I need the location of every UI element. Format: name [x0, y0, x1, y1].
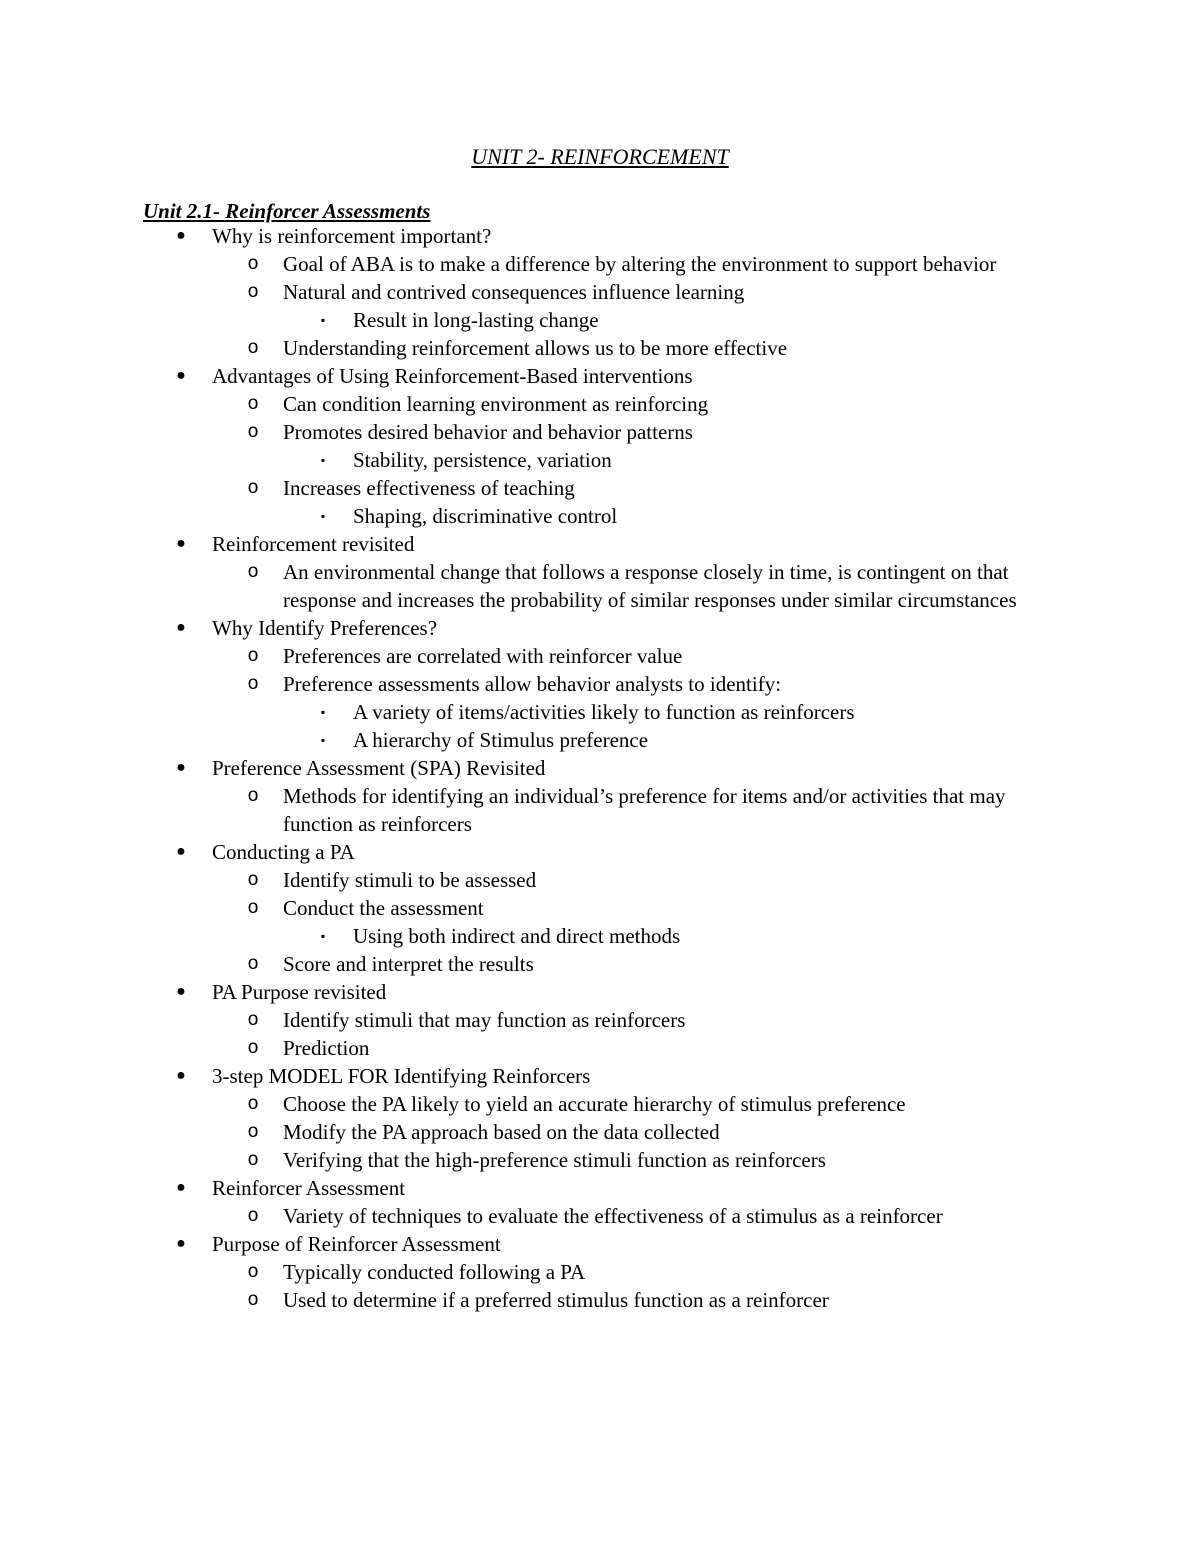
- filled-circle-bullet-icon: ●: [176, 535, 186, 552]
- bullet-text: Goal of ABA is to make a difference by altering the environment to support behavior: [283, 252, 997, 276]
- section-heading: Unit 2.1- Reinforcer Assessments: [143, 199, 431, 223]
- bullet-text: Reinforcer Assessment: [212, 1176, 406, 1200]
- bullet-text: A hierarchy of Stimulus preference: [353, 728, 649, 752]
- hollow-circle-bullet-icon: o: [247, 477, 259, 498]
- hollow-circle-bullet-icon: o: [247, 645, 259, 666]
- sub-bullet-item: [0, 1286, 1200, 1314]
- filled-circle-bullet-icon: ●: [176, 759, 186, 776]
- bullet-text: Methods for identifying an individual’s preference for items and/or activities that may function as reinforcers: [283, 784, 1006, 836]
- sub-bullet-item: [0, 894, 1200, 922]
- hollow-circle-bullet-icon: o: [247, 1121, 259, 1142]
- hollow-circle-bullet-icon: o: [247, 1149, 259, 1170]
- bullet-text: Can condition learning environment as reinforcing: [283, 392, 709, 416]
- hollow-circle-bullet-icon: o: [247, 953, 259, 974]
- bullet-item: [0, 1062, 1200, 1090]
- sub-bullet-item: [0, 642, 1200, 670]
- square-bullet-icon: ▪: [320, 733, 326, 747]
- bullet-text: Preference Assessment (SPA) Revisited: [212, 756, 546, 780]
- hollow-circle-bullet-icon: o: [247, 1261, 259, 1282]
- hollow-circle-bullet-icon: o: [247, 1009, 259, 1030]
- bullet-text: Using both indirect and direct methods: [353, 924, 681, 948]
- bullet-text: Why is reinforcement important?: [212, 224, 492, 248]
- filled-circle-bullet-icon: ●: [176, 1235, 186, 1252]
- hollow-circle-bullet-icon: o: [247, 1093, 259, 1114]
- hollow-circle-bullet-icon: o: [247, 673, 259, 694]
- bullet-item: [0, 1230, 1200, 1258]
- hollow-circle-bullet-icon: o: [247, 281, 259, 302]
- bullet-text: PA Purpose revisited: [212, 980, 387, 1004]
- sub-bullet-item: [0, 670, 1200, 698]
- bullet-text: A variety of items/activities likely to function as reinforcers: [353, 700, 855, 724]
- bullet-text: Typically conducted following a PA: [283, 1260, 586, 1284]
- bullet-text: Variety of techniques to evaluate the effectiveness of a stimulus as a reinforcer: [283, 1204, 943, 1228]
- hollow-circle-bullet-icon: o: [247, 421, 259, 442]
- sub-bullet-item: [0, 1118, 1200, 1146]
- sub-sub-bullet-item: [0, 306, 1200, 334]
- bullet-text: Prediction: [283, 1036, 370, 1060]
- bullet-item: [0, 754, 1200, 782]
- bullet-text: Stability, persistence, variation: [353, 448, 612, 472]
- bullet-text: Identify stimuli that may function as reinforcers: [283, 1008, 686, 1032]
- bullet-text: Why Identify Preferences?: [212, 616, 438, 640]
- sub-sub-bullet-item: [0, 502, 1200, 530]
- bullet-text: Purpose of Reinforcer Assessment: [212, 1232, 501, 1256]
- bullet-item: [0, 362, 1200, 390]
- sub-bullet-item: [0, 1006, 1200, 1034]
- bullet-item: [0, 530, 1200, 558]
- sub-bullet-item: [0, 1202, 1200, 1230]
- sub-bullet-item: [0, 250, 1200, 278]
- bullet-text: 3-step MODEL FOR Identifying Reinforcers: [212, 1064, 591, 1088]
- sub-bullet-item: [0, 418, 1200, 446]
- bullet-item: [0, 222, 1200, 250]
- sub-bullet-item: [0, 1090, 1200, 1118]
- sub-bullet-item: [0, 390, 1200, 418]
- bullet-text: Preferences are correlated with reinforcer value: [283, 644, 683, 668]
- sub-bullet-item: [0, 474, 1200, 502]
- filled-circle-bullet-icon: ●: [176, 983, 186, 1000]
- sub-bullet-item: [0, 334, 1200, 362]
- filled-circle-bullet-icon: ●: [176, 227, 186, 244]
- bullet-text: Increases effectiveness of teaching: [283, 476, 575, 500]
- sub-bullet-item: [0, 278, 1200, 306]
- square-bullet-icon: ▪: [320, 929, 326, 943]
- hollow-circle-bullet-icon: o: [247, 1037, 259, 1058]
- hollow-circle-bullet-icon: o: [247, 897, 259, 918]
- square-bullet-icon: ▪: [320, 313, 326, 327]
- hollow-circle-bullet-icon: o: [247, 869, 259, 890]
- bullet-text: Understanding reinforcement allows us to be more effective: [283, 336, 788, 360]
- filled-circle-bullet-icon: ●: [176, 1179, 186, 1196]
- square-bullet-icon: ▪: [320, 453, 326, 467]
- bullet-text: Reinforcement revisited: [212, 532, 415, 556]
- filled-circle-bullet-icon: ●: [176, 1067, 186, 1084]
- sub-bullet-item: [0, 950, 1200, 978]
- bullet-text: Verifying that the high-preference stimuli function as reinforcers: [283, 1148, 826, 1172]
- sub-bullet-item: [0, 558, 1200, 614]
- bullet-item: [0, 614, 1200, 642]
- bullet-item: [0, 838, 1200, 866]
- hollow-circle-bullet-icon: o: [247, 1205, 259, 1226]
- bullet-outline: [0, 222, 1200, 1314]
- bullet-text: Shaping, discriminative control: [353, 504, 618, 528]
- bullet-text: Identify stimuli to be assessed: [283, 868, 537, 892]
- sub-sub-bullet-item: [0, 726, 1200, 754]
- bullet-text: Score and interpret the results: [283, 952, 534, 976]
- bullet-text: Choose the PA likely to yield an accurate hierarchy of stimulus preference: [283, 1092, 906, 1116]
- hollow-circle-bullet-icon: o: [247, 785, 259, 806]
- bullet-text: Advantages of Using Reinforcement-Based interventions: [212, 364, 693, 388]
- filled-circle-bullet-icon: ●: [176, 367, 186, 384]
- square-bullet-icon: ▪: [320, 509, 326, 523]
- square-bullet-icon: ▪: [320, 705, 326, 719]
- bullet-text: Used to determine if a preferred stimulus function as a reinforcer: [283, 1288, 829, 1312]
- sub-bullet-item: [0, 1146, 1200, 1174]
- sub-sub-bullet-item: [0, 446, 1200, 474]
- filled-circle-bullet-icon: ●: [176, 843, 186, 860]
- bullet-text: Promotes desired behavior and behavior patterns: [283, 420, 693, 444]
- hollow-circle-bullet-icon: o: [247, 561, 259, 582]
- sub-bullet-item: [0, 1258, 1200, 1286]
- bullet-text: Modify the PA approach based on the data collected: [283, 1120, 720, 1144]
- hollow-circle-bullet-icon: o: [247, 1289, 259, 1310]
- bullet-item: [0, 978, 1200, 1006]
- sub-bullet-item: [0, 1034, 1200, 1062]
- document-title: UNIT 2- REINFORCEMENT: [471, 144, 729, 169]
- hollow-circle-bullet-icon: o: [247, 253, 259, 274]
- sub-bullet-item: [0, 782, 1200, 838]
- bullet-text: Preference assessments allow behavior analysts to identify:: [283, 672, 782, 696]
- hollow-circle-bullet-icon: o: [247, 337, 259, 358]
- bullet-text: Conduct the assessment: [283, 896, 484, 920]
- filled-circle-bullet-icon: ●: [176, 619, 186, 636]
- sub-sub-bullet-item: [0, 698, 1200, 726]
- sub-sub-bullet-item: [0, 922, 1200, 950]
- sub-bullet-item: [0, 866, 1200, 894]
- bullet-text: Result in long-lasting change: [353, 308, 599, 332]
- bullet-text: An environmental change that follows a response closely in time, is contingent on that response and increases the probability of similar responses under similar circumstances: [283, 560, 1017, 612]
- bullet-text: Natural and contrived consequences influence learning: [283, 280, 745, 304]
- bullet-text: Conducting a PA: [212, 840, 355, 864]
- bullet-item: [0, 1174, 1200, 1202]
- hollow-circle-bullet-icon: o: [247, 393, 259, 414]
